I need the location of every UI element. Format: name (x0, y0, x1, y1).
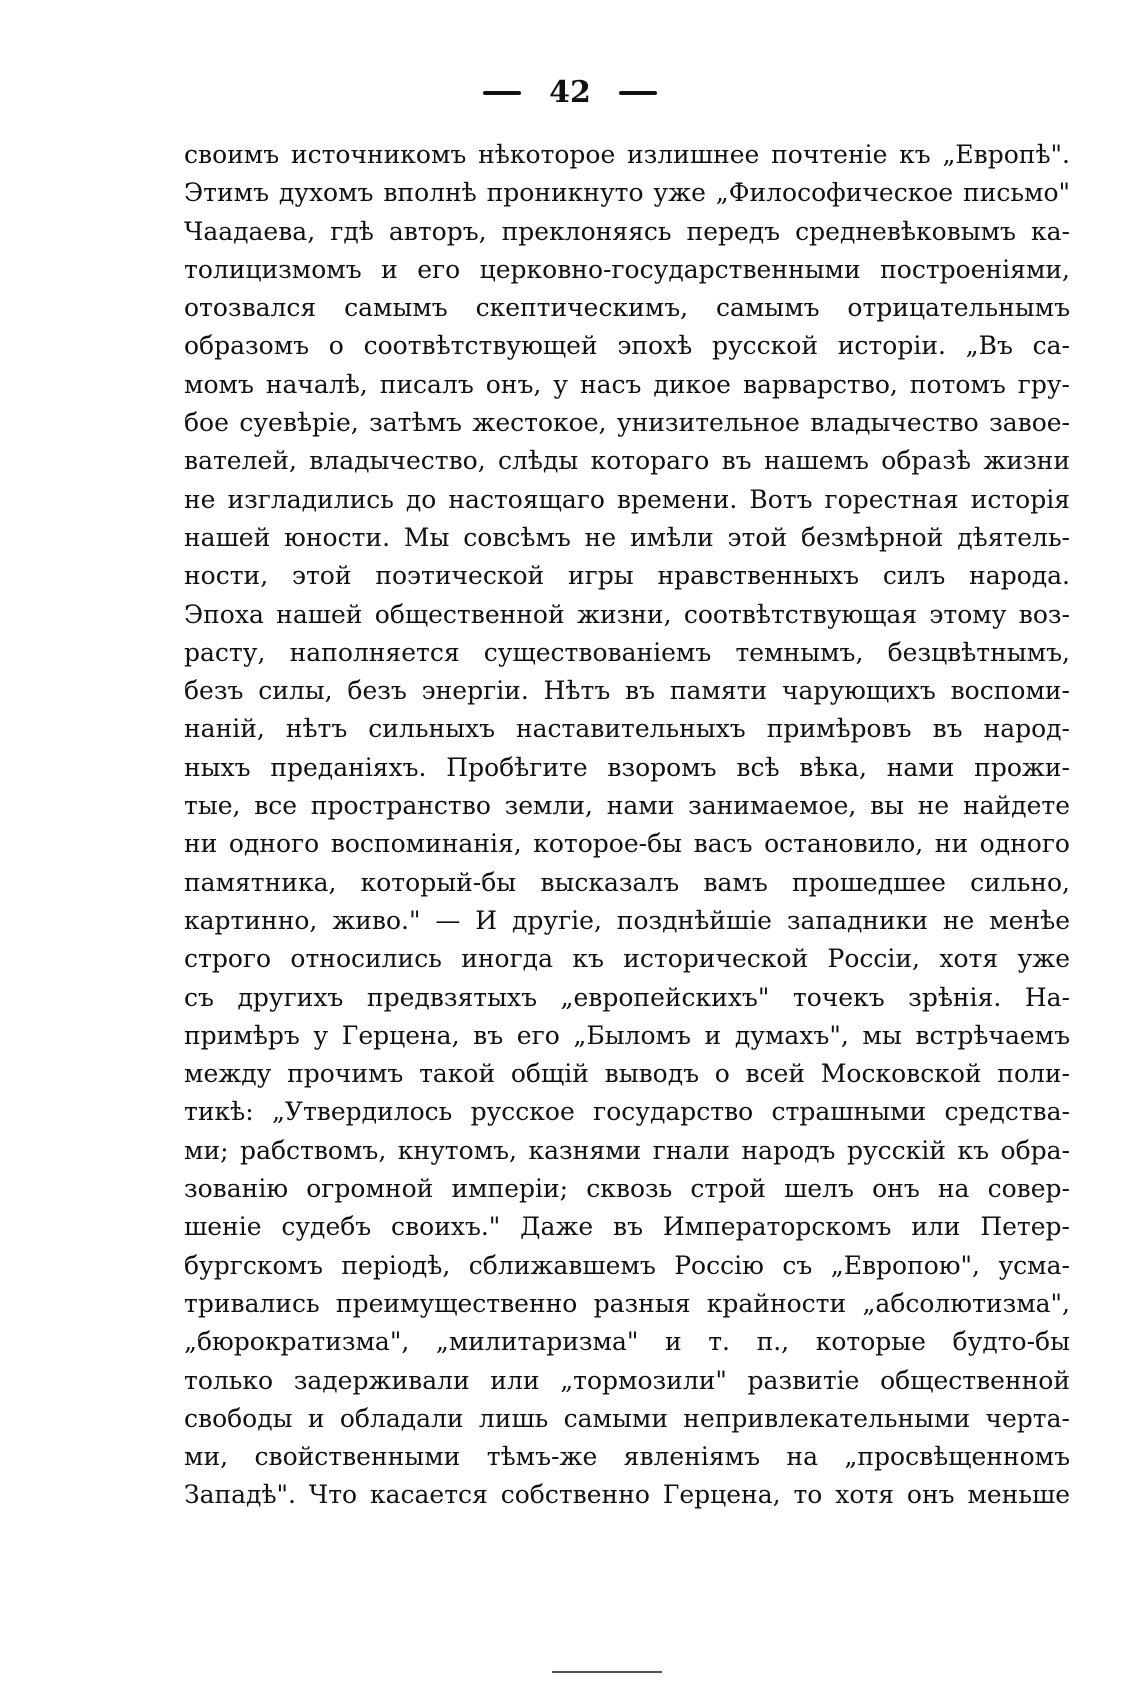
text-line: отозвался самымъ скептическимъ, самымъ отрицательнымъ (184, 293, 1070, 323)
page-header (0, 72, 1140, 112)
header-dash-right (619, 91, 657, 95)
text-line: зованію огромной имперіи; сквозь строй шелъ онъ на совер- (184, 1174, 1070, 1204)
text-line: памятника, который-бы высказалъ вамъ прошедшее сильно, (184, 867, 1070, 897)
text-line: наній, нѣтъ сильныхъ наставительныхъ примѣровъ въ народ- (184, 714, 1070, 744)
text-line: безъ силы, безъ энергіи. Нѣтъ въ памяти чарующихъ воспоми- (184, 676, 1070, 706)
text-line: съ другихъ предвзятыхъ „европейскихъ" точекъ зрѣнія. На- (184, 982, 1070, 1012)
text-line: ныхъ преданіяхъ. Пробѣгите взоромъ всѣ вѣка, нами прожи- (184, 752, 1070, 782)
page-number: 42 (549, 75, 591, 110)
body-text (184, 136, 1070, 1515)
text-line: образомъ о соотвѣтствующей эпохѣ русской исторіи. „Въ са- (184, 331, 1070, 361)
text-line: только задерживали или „тормозили" развитіе общественной (184, 1365, 1070, 1395)
text-line: строго относились иногда къ исторической Россіи, хотя уже (184, 944, 1070, 974)
text-line: ми; рабствомъ, кнутомъ, казнями гнали народъ русскій къ обра- (184, 1135, 1070, 1165)
text-line: Чаадаева, гдѣ авторъ, преклоняясь передъ средневѣковымъ ка- (184, 216, 1070, 246)
text-line: „бюрократизма", „милитаризма" и т. п., которые будто-бы (184, 1327, 1070, 1357)
text-line: своимъ источникомъ нѣкоторое излишнее почтеніе къ „Европѣ". (184, 140, 1070, 169)
text-line: ни одного воспоминанія, которое-бы васъ остановило, ни одного (184, 829, 1070, 859)
text-line: бое суевѣріе, затѣмъ жестокое, унизительное владычество завое- (184, 408, 1070, 438)
text-line: свободы и обладали лишь самыми непривлекательными черта- (184, 1403, 1070, 1433)
text-line: тые, все пространство земли, нами занимаемое, вы не найдете (184, 791, 1070, 821)
text-line: ми, свойственными тѣмъ-же явленіямъ на „просвѣщенномъ (184, 1442, 1070, 1472)
text-line: между прочимъ такой общій выводъ о всей Московской поли- (184, 1059, 1070, 1089)
text-line: тривались преимущественно разныя крайности „абсолютизма", (184, 1288, 1070, 1318)
text-line: тикѣ: „Утвердилось русское государство страшными средства- (184, 1097, 1070, 1127)
text-line: ности, этой поэтической игры нравственныхъ силъ народа. (184, 561, 1070, 591)
text-line: нашей юности. Мы совсѣмъ не имѣли этой безмѣрной дѣятель- (184, 522, 1070, 552)
text-line: толицизмомъ и его церковно-государственными построеніями, (184, 254, 1070, 284)
text-line: шеніе судебъ своихъ." Даже въ Императорскомъ или Петер- (184, 1212, 1070, 1242)
text-line: картинно, живо." — И другіе, позднѣйшіе западники не менѣе (184, 905, 1070, 935)
text-line: Этимъ духомъ вполнѣ проникнуто уже „Философическое письмо" (184, 178, 1070, 208)
text-line: вателей, владычество, слѣды котораго въ нашемъ образѣ жизни (184, 446, 1070, 476)
text-line: момъ началѣ, писалъ онъ, у насъ дикое варварство, потомъ гру- (184, 369, 1070, 399)
text-line: не изгладились до настоящаго времени. Вотъ горестная исторія (184, 484, 1070, 514)
text-line: Эпоха нашей общественной жизни, соотвѣтствующая этому воз- (184, 599, 1070, 629)
header-dash-left (483, 91, 521, 95)
footer-rule (552, 1671, 662, 1673)
text-line: расту, наполняется существованіемъ темнымъ, безцвѣтнымъ, (184, 637, 1070, 667)
text-line: Западѣ". Что касается собственно Герцена, то хотя онъ меньше (184, 1480, 1070, 1510)
text-line: бургскомъ періодѣ, сближавшемъ Россію съ „Европою", усма- (184, 1250, 1070, 1280)
text-line: примѣръ у Герцена, въ его „Быломъ и думахъ", мы встрѣчаемъ (184, 1020, 1070, 1050)
